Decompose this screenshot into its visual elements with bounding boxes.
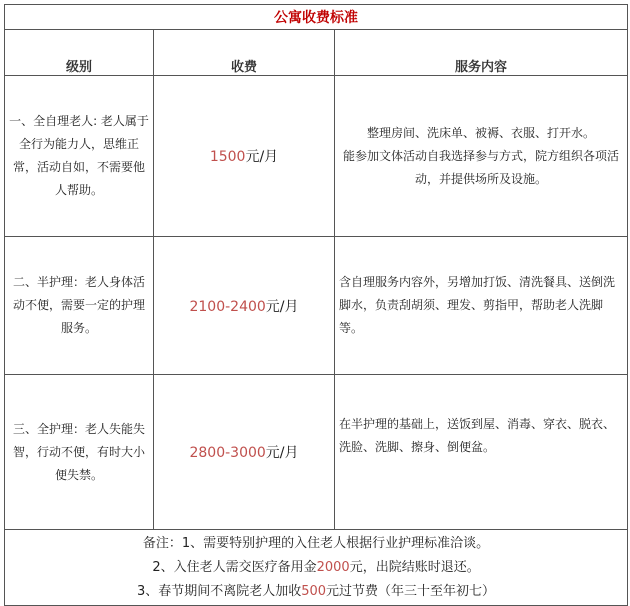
header-level: 级别 bbox=[5, 30, 154, 76]
notes-cell bbox=[5, 530, 628, 606]
note-line-3 bbox=[5, 580, 627, 604]
fee-amount: 1500 bbox=[209, 149, 246, 165]
fee-unit: 元/月 bbox=[265, 298, 299, 315]
fee-cell bbox=[154, 76, 335, 237]
level-cell: 二、半护理：老人身体活动不便，需要一定的护理服务。 bbox=[5, 237, 154, 375]
note-line-2 bbox=[5, 556, 627, 580]
fee-cell bbox=[154, 375, 335, 530]
note-text: 元，出院结账时退还。 bbox=[349, 559, 480, 575]
title-row bbox=[5, 5, 628, 30]
fee-amount: 2100-2400 bbox=[189, 298, 266, 315]
header-service: 服务内容 bbox=[335, 30, 628, 76]
fee-unit: 元/月 bbox=[265, 445, 299, 461]
note-line-1: 备注：1、需要特别护理的入住老人根据行业护理标准洽谈。 bbox=[142, 535, 490, 551]
service-cell bbox=[335, 375, 628, 530]
fee-cell bbox=[154, 237, 335, 375]
header-row bbox=[5, 30, 628, 76]
service-cell bbox=[335, 237, 628, 375]
fee-table bbox=[4, 4, 628, 606]
table-row bbox=[5, 375, 628, 530]
header-fee: 收费 bbox=[154, 30, 335, 76]
note-amount: 500 bbox=[301, 583, 327, 599]
service-line: 能参加文体活动自我选择参与方式，院方组织各项活动，并提供场所及设施。 bbox=[343, 148, 620, 186]
service-cell bbox=[335, 76, 628, 237]
table-row bbox=[5, 237, 628, 375]
table-row bbox=[5, 76, 628, 237]
service-line: 整理房间、洗床单、被褥、衣服、打开水。 bbox=[367, 125, 596, 140]
level-cell: 三、全护理：老人失能失智，行动不便，有时大小便失禁。 bbox=[5, 375, 154, 530]
note-text: 元过节费（年三十至年初七） bbox=[326, 583, 496, 599]
service-line: 含自理服务内容外，另增加打饭、清洗餐具、送倒洗脚水，负责刮胡须、理发、剪指甲，帮助老人洗脚等。 bbox=[339, 275, 616, 335]
notes-row bbox=[5, 530, 628, 606]
fee-amount: 2800-3000 bbox=[189, 445, 266, 461]
note-text: 2、入住老人需交医疗备用金 bbox=[152, 559, 317, 575]
table-title: 公寓收费标准 bbox=[5, 5, 628, 30]
note-text: 3、春节期间不离院老人加收 bbox=[136, 583, 302, 599]
service-line: 在半护理的基础上，送饭到屋、消毒、穿衣、脱衣、洗脸、洗脚、擦身、倒便盆。 bbox=[339, 417, 616, 454]
fee-unit: 元/月 bbox=[245, 149, 279, 165]
note-amount: 2000 bbox=[316, 559, 350, 575]
level-cell: 一、全自理老人: 老人属于全行为能力人，思维正常，活动自如，不需要他人帮助。 bbox=[5, 76, 154, 237]
